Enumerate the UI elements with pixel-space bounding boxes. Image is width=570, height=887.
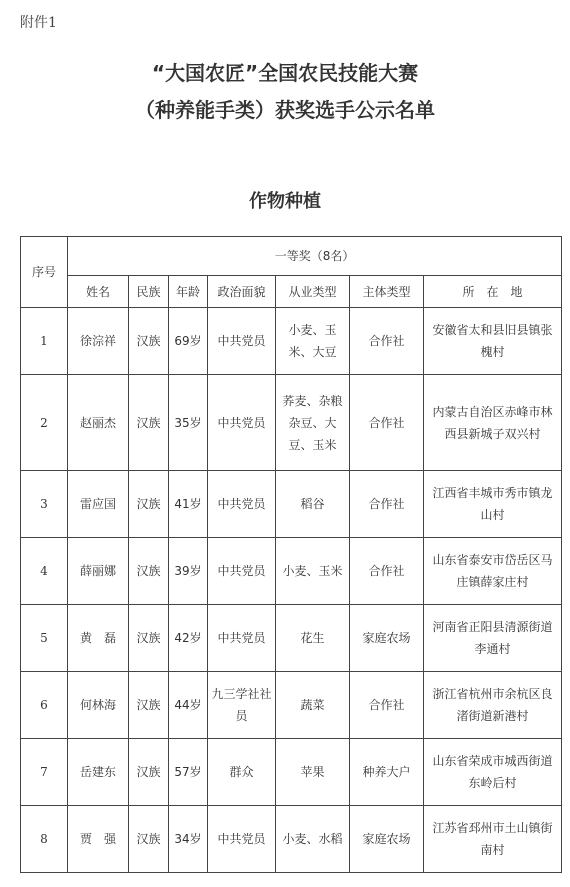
row-name: 徐淙祥: [68, 308, 129, 375]
row-ethnicity: 汉族: [129, 471, 169, 538]
row-entity: 合作社: [350, 538, 424, 605]
row-industry: 小麦、玉米: [276, 538, 350, 605]
col-header-industry: 从业类型: [276, 276, 350, 308]
row-political: 中共党员: [208, 806, 276, 873]
row-seq: 7: [21, 739, 68, 806]
table-row: [21, 739, 562, 806]
row-name: 黄 磊: [68, 605, 129, 672]
row-location: 江西省丰城市秀市镇龙山村: [424, 471, 562, 538]
table-row: [21, 308, 562, 375]
row-entity: 合作社: [350, 672, 424, 739]
title-line-2: （种养能手类）获奖选手公示名单: [135, 98, 435, 122]
row-entity: 合作社: [350, 375, 424, 471]
row-age: 42岁: [169, 605, 208, 672]
attachment-label: 附件1: [20, 15, 57, 31]
row-entity: 合作社: [350, 308, 424, 375]
seq-header: 序号: [21, 237, 68, 308]
row-industry: 蔬菜: [276, 672, 350, 739]
row-ethnicity: 汉族: [129, 538, 169, 605]
row-seq: 4: [21, 538, 68, 605]
row-political: 中共党员: [208, 471, 276, 538]
winners-table: [20, 236, 562, 873]
row-age: 41岁: [169, 471, 208, 538]
row-political: 中共党员: [208, 308, 276, 375]
row-political: 中共党员: [208, 538, 276, 605]
row-seq: 1: [21, 308, 68, 375]
row-seq: 5: [21, 605, 68, 672]
row-industry: 荞麦、杂粮杂豆、大豆、玉米: [276, 375, 350, 471]
row-seq: 8: [21, 806, 68, 873]
col-header-location: 所 在 地: [424, 276, 562, 308]
col-header-entity: 主体类型: [350, 276, 424, 308]
table-row: [21, 672, 562, 739]
row-location: 内蒙古自治区赤峰市林西县新城子双兴村: [424, 375, 562, 471]
table-row: [21, 471, 562, 538]
row-ethnicity: 汉族: [129, 806, 169, 873]
row-location: 浙江省杭州市余杭区良渚街道新港村: [424, 672, 562, 739]
row-seq: 2: [21, 375, 68, 471]
col-header-political: 政治面貌: [208, 276, 276, 308]
row-ethnicity: 汉族: [129, 605, 169, 672]
row-entity: 家庭农场: [350, 605, 424, 672]
row-age: 35岁: [169, 375, 208, 471]
row-location: 安徽省太和县旧县镇张槐村: [424, 308, 562, 375]
section-title: 作物种植: [249, 191, 321, 212]
row-age: 57岁: [169, 739, 208, 806]
row-ethnicity: 汉族: [129, 672, 169, 739]
col-header-age: 年龄: [169, 276, 208, 308]
row-ethnicity: 汉族: [129, 739, 169, 806]
row-age: 44岁: [169, 672, 208, 739]
row-political: 九三学社社员: [208, 672, 276, 739]
row-industry: 稻谷: [276, 471, 350, 538]
row-name: 贾 强: [68, 806, 129, 873]
row-political: 中共党员: [208, 605, 276, 672]
title-line-1: “大国农匠”全国农民技能大赛: [151, 61, 419, 85]
row-industry: 苹果: [276, 739, 350, 806]
row-location: 山东省泰安市岱岳区马庄镇薛家庄村: [424, 538, 562, 605]
row-location: 山东省荣成市城西街道东岭后村: [424, 739, 562, 806]
row-name: 雷应国: [68, 471, 129, 538]
row-entity: 家庭农场: [350, 806, 424, 873]
table-row: [21, 538, 562, 605]
table-row: [21, 605, 562, 672]
row-age: 39岁: [169, 538, 208, 605]
row-entity: 合作社: [350, 471, 424, 538]
row-political: 群众: [208, 739, 276, 806]
row-ethnicity: 汉族: [129, 308, 169, 375]
row-name: 赵丽杰: [68, 375, 129, 471]
row-age: 34岁: [169, 806, 208, 873]
row-industry: 花生: [276, 605, 350, 672]
row-industry: 小麦、水稻: [276, 806, 350, 873]
row-name: 薛丽娜: [68, 538, 129, 605]
row-entity: 种养大户: [350, 739, 424, 806]
table-row: [21, 375, 562, 471]
row-seq: 3: [21, 471, 68, 538]
row-name: 何林海: [68, 672, 129, 739]
col-header-name: 姓名: [68, 276, 129, 308]
col-header-ethnicity: 民族: [129, 276, 169, 308]
row-ethnicity: 汉族: [129, 375, 169, 471]
row-location: 河南省正阳县清源街道李通村: [424, 605, 562, 672]
row-industry: 小麦、玉米、大豆: [276, 308, 350, 375]
row-political: 中共党员: [208, 375, 276, 471]
row-age: 69岁: [169, 308, 208, 375]
row-name: 岳建东: [68, 739, 129, 806]
award-header: 一等奖（8名）: [68, 237, 562, 276]
row-location: 江苏省邳州市土山镇街南村: [424, 806, 562, 873]
row-seq: 6: [21, 672, 68, 739]
table-row: [21, 806, 562, 873]
